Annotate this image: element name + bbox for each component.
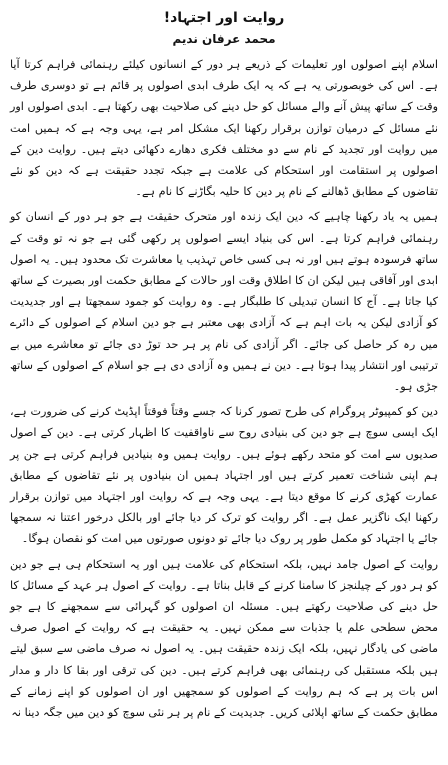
article-body xyxy=(10,54,438,723)
article-author: محمد عرفان ندیم xyxy=(172,32,276,46)
article-paragraph: دین کو کمپیوٹر پروگرام کی طرح تصور کرنا کہ جسے وقتاً فوقتاً اپڈیٹ کرنے کی ضرورت ہے، ایک ایسی سوچ ہے جو دین کی بنیادی روح سے ناواقفیت کا اظہار کرتی ہے۔ دین کے اصول صدیوں سے امت کو متحد رکھے ہوئے ہیں۔ روایت ہمیں وہ بنیادیں فراہم کرتی ہے جن پر ہم اپنی شناخت تعمیر کرتے ہیں اور اجتہاد ہمیں ان بنیادوں پر نئے تقاضوں کے مطابق عمارت کھڑی کرنے کا موقع دیتا ہے۔ یہی وجہ ہے کہ روایت اور اجتہاد میں توازن برقرار رکھنا ایک ناگزیر عمل ہے۔ اگر روایت کو ترک کر دیا جائے اور بالکل درخور اعتنا نہ سمجھا جائے یا اجتہاد کو مکمل طور پر روک دیا جائے تو دونوں صورتوں میں امت کو نقصان ہوگا۔ xyxy=(10,405,438,546)
article-paragraph: روایت کے اصول جامد نہیں، بلکہ استحکام کی علامت ہیں اور یہ استحکام ہی ہے جو دین کو ہر دور کے چیلنجز کا سامنا کرنے کے قابل بناتا ہے۔ روایت کے اصول ہر عہد کے مسائل کا حل دینے کی صلاحیت رکھتے ہیں۔ مسئلہ ان اصولوں کو گہرائی سے سمجھنے کا ہے جو محض سطحی علم یا جذبات سے ممکن نہیں۔ یہ حقیقت ہے کہ روایت کے اصول صرف ماضی کی یادگار نہیں، بلکہ ایک زندہ حقیقت ہیں۔ یہ اصول نہ صرف ماضی سے سبق لیتے ہیں بلکہ مستقبل کی رہنمائی بھی فراہم کرتے ہیں۔ دین کی ترقی اور بقا کا دار و مدار اس بات پر ہے کہ ہم روایت کے اصولوں کو سمجھیں اور ان اصولوں کو اپنے زمانے کے مطابق حکمت کے ساتھ اپلائی کریں۔ جدیدیت کے نام پر ہر نئی سوچ کو دین میں جگہ دینا نہ xyxy=(10,557,438,720)
article-paragraph: ہمیں یہ یاد رکھنا چاہیے کہ دین ایک زندہ اور متحرک حقیقت ہے جو ہر دور کے انسان کو رہنمائی فراہم کرتا ہے۔ اس کی بنیاد ایسے اصولوں پر رکھی گئی ہے جو نہ تو وقت کے ساتھ فرسودہ ہوتے ہیں اور نہ ہی کسی خاص تہذیب یا معاشرت تک محدود ہیں۔ یہ اصول ابدی اور آفاقی ہیں لیکن ان کا اطلاق وقت اور حالات کے مطابق حکمت اور بصیرت کے ساتھ کیا جاتا ہے۔ آج کا انسان تبدیلی کا طلبگار ہے۔ وہ روایت کو جمود سمجھتا ہے اور جدیدیت کو آزادی لیکن یہ بات اہم ہے کہ آزادی بھی معتبر ہے جو دین اسلام کے اصولوں کے دائرے میں رہ کر حاصل کی جائے۔ اگر آزادی کی نام پر ہر حد توڑ دی جائے تو معاشرے میں بے ترتیبی اور انتشار پیدا ہوتا ہے۔ دین نے ہمیں وہ آزادی دی ہے جو اسلام کے اصولوں کے ساتھ جڑی ہو۔ xyxy=(10,210,438,394)
article-paragraph: اسلام اپنے اصولوں اور تعلیمات کے ذریعے ہر دور کے انسانوں کیلئے رہنمائی فراہم کرتا آیا ہے۔ اس کی خوبصورتی یہ ہے کہ یہ ایک طرف ابدی اصولوں پر قائم ہے تو دوسری طرف وقت کے ساتھ پیش آنے والے مسائل کو حل دینے کی صلاحیت بھی رکھتا ہے۔ ابدی اصولوں اور نئے مسائل کے درمیان توازن برقرار رکھنا ایک مشکل امر ہے، یہی وجہ ہے کہ ہمیں امت میں روایت اور تجدید کے نام سے دو مختلف فکری دھارے دکھائی دیتے ہیں۔ روایت دین کے اصولوں پر استقامت اور استحکام کی علامت ہے جبکہ تجدد حقیقت ہے کہ دین کو نئے تقاضوں کے مطابق ڈھالنے کے نام پر دین کا حلیہ بگاڑنے کا نام ہے۔ xyxy=(10,58,438,199)
article-title: روایت اور اجتہاد! xyxy=(163,10,285,26)
